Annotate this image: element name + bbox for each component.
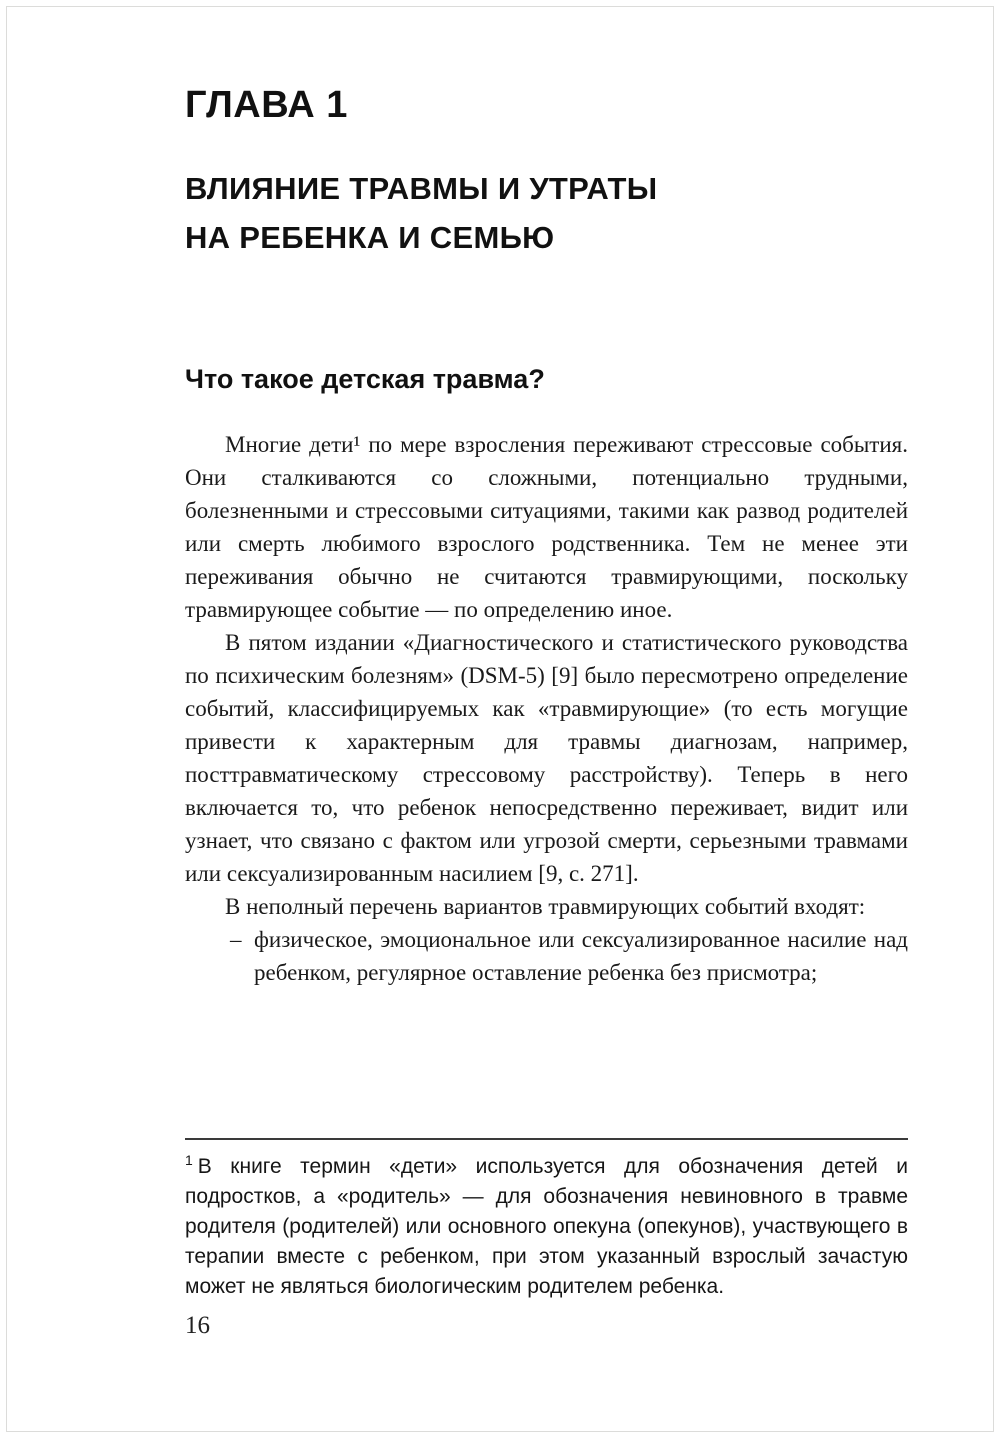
list-item-marker: – (230, 927, 242, 952)
footnote-block (185, 1138, 908, 1302)
chapter-title (185, 164, 908, 262)
list-item (230, 923, 908, 989)
list-item-text: физическое, эмоциональное или сексуализированное насилие над ребенком, регулярное оставление ребенка без присмотра; (254, 927, 908, 985)
chapter-label: ГЛАВА 1 (185, 84, 348, 126)
page-number: 16 (185, 1312, 210, 1339)
footnote-marker: 1 (185, 1152, 193, 1168)
trauma-events-list (185, 923, 908, 989)
section-heading: Что такое детская травма? (185, 364, 545, 394)
chapter-title-line-2: НА РЕБЕНКА И СЕМЬЮ (185, 220, 555, 255)
paragraph-2: В пятом издании «Диагностического и статистического руководства по психическим болезням» (DSM-5) [9] было пересмотрено определение событий, классифицируемых как «травмирующие» (то есть могущие привести к характерным для травмы диагнозам, например, посттравматическому стрессовому расстройству). Теперь в него включается то, что ребенок непосредственно переживает, видит или узнает, что связано с фактом или угрозой смерти, серьезными травмами или сексуализированным насилием [9, с. 271]. (185, 630, 908, 886)
page-content (185, 84, 908, 989)
footnote (185, 1152, 908, 1302)
paragraph-1: Многие дети¹ по мере взросления переживают стрессовые события. Они сталкиваются со сложными, потенциально трудными, болезненными и стрессовыми ситуациями, такими как развод родителей или смерть любимого взрослого родственника. Тем не менее эти переживания обычно не считаются травмирующими, поскольку травмирующее событие — по определению иное. (185, 432, 908, 622)
chapter-title-line-1: ВЛИЯНИЕ ТРАВМЫ И УТРАТЫ (185, 171, 658, 206)
paragraph-3: В неполный перечень вариантов травмирующих событий входят: (225, 894, 866, 919)
footnote-divider (185, 1138, 908, 1140)
footnote-text: В книге термин «дети» используется для обозначения детей и подростков, а «родитель» — для обозначения невиновного в травме родителя (родителей) или основного опекуна (опекунов), участвующего в терапии вместе с ребенком, при этом указанный взрослый зачастую может не являться биологическим родителем ребенка. (185, 1155, 908, 1298)
